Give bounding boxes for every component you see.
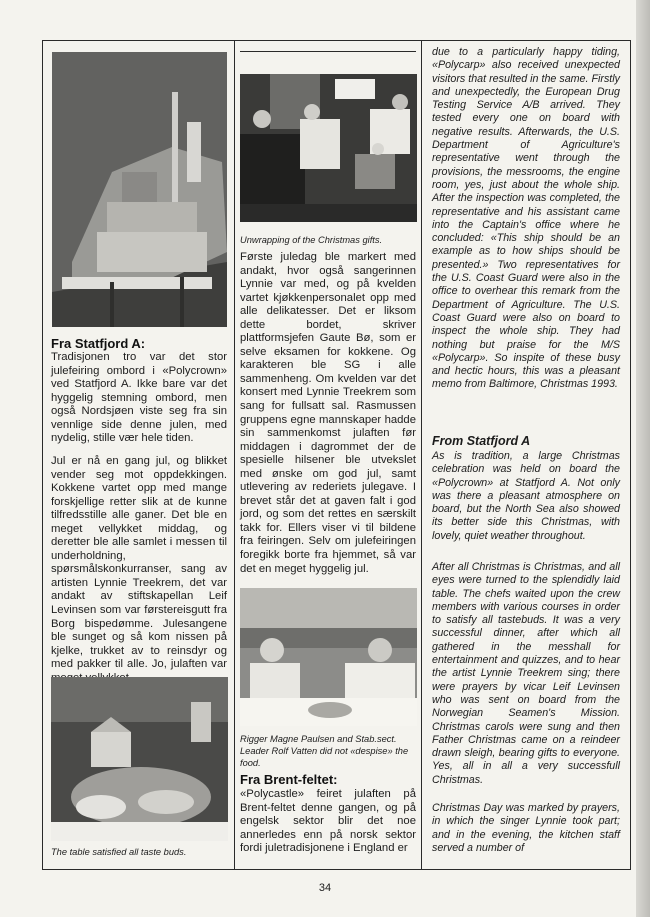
top-rule <box>240 51 416 52</box>
dinner-photo <box>240 588 417 726</box>
body-paragraph: Christmas Day was marked by prayers, in which the singer Lynnie took part; and in the evening, the kitchen staff served a number of <box>432 802 620 854</box>
section-heading: From Statfjord A <box>432 434 531 448</box>
gift-unwrapping-photo <box>240 74 417 222</box>
body-paragraph: Første juledag ble markert med andakt, hvor også sangerinnen Lynnie var med, og på kvelden vartet kjøkkenpersonalet opp med alle delikatesser. Det er liksom dette bordet, skriver plattformsjefen Gaute Bø, som er selve eksamen for kokkene. Og karakteren ble SG i alle sammenheng. Om kvelden var det konsert med Lynnie Treekrem som sang for fullsatt sal. Rasmussen gruppens egne mannskaper hadde sin sammenkomst julaften før middagen i dagrommet der de spesielle hilsener ble utvekslet med ønske om god jul, samt utlevering av rederiets julegave. I brevet står det at gaven falt i god jord, og som det rettes en særskilt takk for. Ellers viser vi til bildene fra feiringen. Selv om julefeiringen foregikk borte fra hjemmet, så var det en meget hyggelig jul. <box>240 251 416 575</box>
body-paragraph: As is tradition, a large Christmas celebration was held on board the «Polycrown» at Statfjord A. Not only was there a pleasant atmosphere on board, but the North Sea also showed its better side this Christmas, with lovely, quiet weather throughout. <box>432 450 620 542</box>
column-english-right <box>422 40 630 870</box>
body-paragraph: Jul er nå en gang jul, og blikket vender seg mot oppdekkingen. Kokkene vartet opp med mange forskjellige retter slik at de kunne tilfredsstille alle ganer. Det ble en meget vellykket middag, og deretter ble alle samlet i messen til underholdning, spørsmålskonkurranser, sang av artisten Lynnie Treekrem, det var andakt av stiftskapellan Leif Levinsen som var førstereisgutt fra Borg bispedømme. Julesangene ble sunget og så kom nissen på kjelke, trukket av to reinsdyr og med pakker til alle. Jo, julaften var <box>51 455 227 671</box>
photo-caption: The table satisfied all taste buds. <box>51 847 187 857</box>
body-paragraph: Tradisjonen tro var det stor julefeiring ombord i «Polycrown» ved Statfjord A. Ikke bare var det hyggelig stemning ombord, men også Nordsjøen viste seg fra sin vennlige side denne julen, med nydelig, stille vær hele tiden. <box>51 351 227 445</box>
body-paragraph: «Polycastle» feiret julaften på Brent-feltet denne gangen, og på engelsk sektor blir det noe annerledes enn på norsk sektor fordi juletradisjonene i England er <box>240 788 416 855</box>
photo-caption: Rigger Magne Paulsen and Stab.sect. Leader Rolf Vatten did not «despise» the food. <box>240 734 409 768</box>
section-heading: Fra Statfjord A: <box>51 336 146 351</box>
buffet-table-photo <box>51 677 228 841</box>
section-heading: Fra Brent-feltet: <box>240 772 338 787</box>
platform-photo <box>52 52 227 327</box>
column-norwegian-left <box>43 40 234 870</box>
column-norwegian-middle <box>235 40 421 870</box>
body-paragraph: due to a particularly happy tiding, «Polycarp» also received unexpected visitors that resulted in the same. Firstly and unexpectedly, the European Drug Testing Service A/B arrived. They tested every one on board with negative results. Afterwards, the U.S. Department of Agriculture's representative went through the provisions, the messrooms, the engine room, yes, just about the whole ship. After the inspection was completed, the representative and his assistant came into the Captain's office where he concluded: «This ship should be an example as to how ships should be presented.» Two representatives for the U.S. Coast Guard were also in the office to overhear this remark from the Department of Agriculture. The U.S. Coast Guard were also on board to inspect the whole ship. They had nothing but praise for the M/S «Polycarp». So inspite of these busy and hectic hours, this was a pleasant memo from Baltimore, Christmas 1993. <box>432 46 620 391</box>
page-number: 34 <box>318 882 332 894</box>
photo-caption: Unwrapping of the Christmas gifts. <box>240 235 383 245</box>
page-edge <box>636 0 650 917</box>
body-paragraph: After all Christmas is Christmas, and all eyes were turned to the splendidly laid table. The chefs waited upon the crew members with various courses in order to satisfy all tastebuds. It was a very successful dinner, after which all gathered in the messhall for entertainment and quizzes, and to hear the artist Lynnie Treekrem sing; there were prayers by vicar Leif Levinsen who was sent on board from the Norwegian Seamen's Mission. Christmas carols were sung and then Father Christmas came on a reindeer drawn sleigh, bearing gifts to everyone. Yes, all in all a very successfull Christmas. <box>432 561 620 786</box>
